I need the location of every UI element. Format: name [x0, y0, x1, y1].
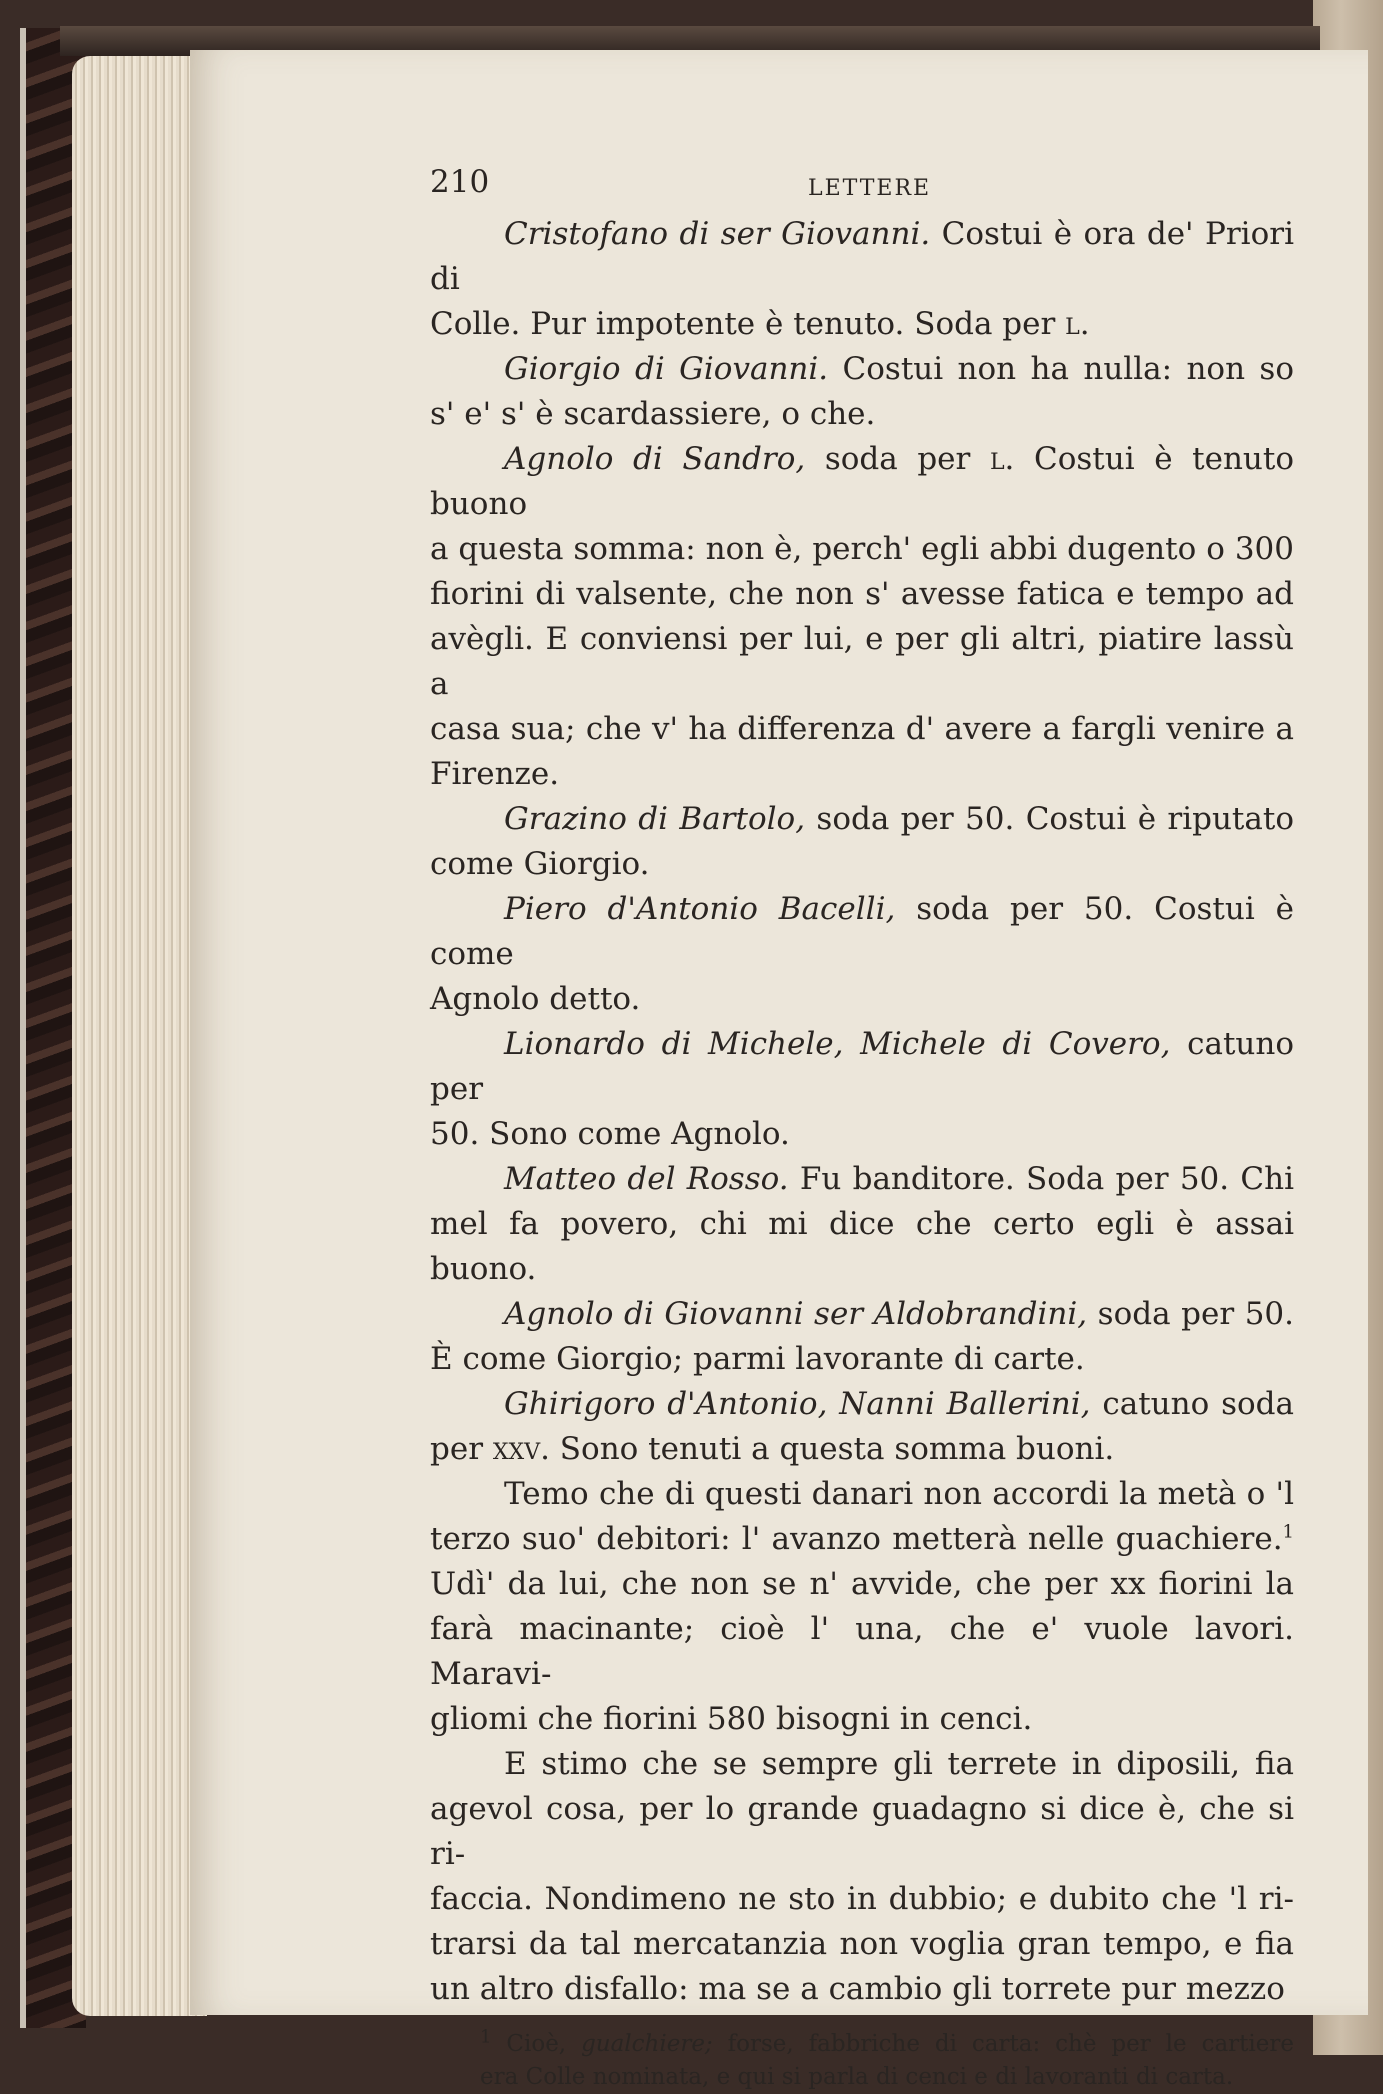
paragraph-line: [430, 1337, 1294, 1382]
paragraph-line: [430, 1202, 1294, 1292]
paragraph-line: [430, 527, 1294, 572]
paragraph-line: [430, 1787, 1294, 1877]
paragraph-line: [430, 1697, 1294, 1742]
paragraph-line: [430, 1427, 1294, 1472]
footnote-segment: Cioè,: [491, 2031, 582, 2057]
paragraph-line: [430, 572, 1294, 617]
paragraph-line: [430, 842, 1294, 887]
paragraph-segment: s' e' s' è scardassiere, o che.: [430, 396, 876, 432]
footnote-segment: forse, fabbriche di carta: chè per le cartiere: [712, 2031, 1294, 2057]
paragraph-line: [430, 1562, 1294, 1607]
paragraph-line: [430, 1112, 1294, 1157]
paragraph-segment: l: [989, 441, 1005, 477]
running-head: LETTERE: [808, 176, 932, 201]
paragraph-segment: .: [1079, 306, 1090, 342]
paragraph-segment: Firenze.: [430, 756, 560, 792]
paragraph-segment: l: [1065, 306, 1080, 342]
paragraph-segment: Temo che di questi danari non accordi la metà o 'l: [504, 1476, 1294, 1512]
footnote-segment: gualchiere;: [581, 2031, 713, 2057]
paragraph-segment: soda per 50.: [1087, 1296, 1294, 1332]
paragraph-segment: mel fa povero, chi mi dice che certo egli è assai buono.: [430, 1206, 1294, 1287]
page-number: 210: [430, 164, 490, 200]
paragraph-segment: xxv: [492, 1431, 541, 1467]
text-block: [430, 160, 1294, 2094]
paragraph-segment: a questa somma: non è, perch' egli abbi dugento o 300: [430, 531, 1294, 567]
paragraph-line: [430, 1922, 1294, 1967]
paragraph-segment: faccia. Nondimeno ne sto in dubbio; e dubito che 'l ri-: [430, 1881, 1294, 1917]
paragraph-segment: . Costui è tenuto buono: [430, 441, 1294, 522]
paragraph-line: [430, 797, 1294, 842]
paragraph-line: [430, 437, 1294, 527]
page-header: [430, 160, 1294, 210]
paragraph-line: [430, 1292, 1294, 1337]
paragraph-segment: agevol cosa, per lo grande guadagno si dice è, che si ri-: [430, 1791, 1294, 1872]
paragraph-segment: Colle. Pur impotente è tenuto. Soda per: [430, 306, 1066, 342]
paragraph-line: [430, 1967, 1294, 2012]
paragraph-line: [430, 1382, 1294, 1427]
paragraph-segment: Matteo del Rosso.: [504, 1161, 789, 1197]
paragraph-line: [430, 617, 1294, 707]
paragraph-segment: un altro disfallo: ma se a cambio gli torrete pur mezzo: [430, 1971, 1285, 2007]
footnote-segment: 1: [480, 2026, 492, 2048]
paragraph-line: [430, 1157, 1294, 1202]
paragraph-segment: farà macinante; cioè l' una, che e' vuole lavori. Maravi-: [430, 1611, 1294, 1692]
paragraph-segment: Cristofano di ser Giovanni.: [504, 216, 931, 252]
paragraph-segment: fiorini di valsente, che non s' avesse fatica e tempo ad: [430, 576, 1294, 612]
paragraph-line: [430, 1607, 1294, 1697]
paragraph-line: [430, 887, 1294, 977]
paragraph-segment: Grazino di Bartolo,: [504, 801, 806, 837]
paragraph-segment: Agnolo di Giovanni ser Aldobrandini,: [504, 1296, 1088, 1332]
paragraph-segment: Agnolo di Sandro,: [504, 441, 806, 477]
footnote-segment: era Colle nominata, e qui si parla di cenci e di lavoranti di carta.: [480, 2064, 1234, 2090]
paragraph-segment: casa sua; che v' ha differenza d' avere a fargli venire a: [430, 711, 1294, 747]
paragraph-segment: È come Giorgio; parmi lavorante di carte.: [430, 1341, 1085, 1377]
paragraph-segment: come Giorgio.: [430, 846, 650, 882]
paragraph-segment: per: [430, 1431, 493, 1467]
paragraph-segment: Piero d'Antonio Bacelli,: [504, 891, 896, 927]
paragraph-line: [430, 1742, 1294, 1787]
paragraph-segment: soda per 50. Costui è come: [430, 891, 1294, 972]
paragraph-segment: Lionardo di Michele, Michele di Covero,: [504, 1026, 1171, 1062]
paragraph-segment: E stimo che se sempre gli terrete in diposili, fia: [504, 1746, 1294, 1782]
body-text: [430, 212, 1294, 2012]
paragraph-line: [430, 752, 1294, 797]
paragraph-segment: Costui è ora de' Priori di: [430, 216, 1294, 297]
paragraph-segment: Ghirigoro d'Antonio, Nanni Ballerini,: [504, 1386, 1091, 1422]
footnote-line: [430, 2061, 1294, 2094]
paragraph-segment: 50. Sono come Agnolo.: [430, 1116, 790, 1152]
paragraph-line: [430, 1472, 1294, 1517]
paragraph-segment: terzo suo' debitori: l' avanzo metterà nelle guachiere.: [430, 1521, 1283, 1557]
page-edges: [72, 56, 207, 2016]
paragraph-segment: Costui non ha nulla: non so: [828, 351, 1294, 387]
paragraph-segment: gliomi che fiorini 580 bisogni in cenci.: [430, 1701, 1033, 1737]
paragraph-segment: catuno soda: [1090, 1386, 1294, 1422]
paragraph-line: [430, 1517, 1294, 1562]
footnotes: [430, 2028, 1294, 2094]
footnote-line: [430, 2028, 1294, 2061]
paragraph-segment: avègli. E conviensi per lui, e per gli altri, piatire lassù a: [430, 621, 1294, 702]
paragraph-line: [430, 707, 1294, 752]
paragraph-line: [430, 977, 1294, 1022]
paragraph-segment: soda per 50. Costui è riputato: [805, 801, 1294, 837]
paragraph-line: [430, 392, 1294, 437]
paragraph-segment: trarsi da tal mercatanzia non voglia gran tempo, e fia: [430, 1926, 1294, 1962]
paragraph-segment: Giorgio di Giovanni.: [504, 351, 829, 387]
paragraph-segment: Agnolo detto.: [430, 981, 641, 1017]
paragraph-segment: Fu banditore. Soda per 50. Chi: [788, 1161, 1294, 1197]
paragraph-line: [430, 347, 1294, 392]
paragraph-segment: Udì' da lui, che non se n' avvide, che per xx fiorini la: [430, 1566, 1294, 1602]
paragraph-segment: 1: [1282, 1521, 1294, 1543]
paragraph-segment: catuno per: [430, 1026, 1295, 1107]
paragraph-line: [430, 212, 1294, 302]
paragraph-segment: . Sono tenuti a questa somma buoni.: [540, 1431, 1115, 1467]
paragraph-line: [430, 1022, 1294, 1112]
paragraph-line: [430, 302, 1294, 347]
paragraph-segment: soda per: [805, 441, 990, 477]
paragraph-line: [430, 1877, 1294, 1922]
